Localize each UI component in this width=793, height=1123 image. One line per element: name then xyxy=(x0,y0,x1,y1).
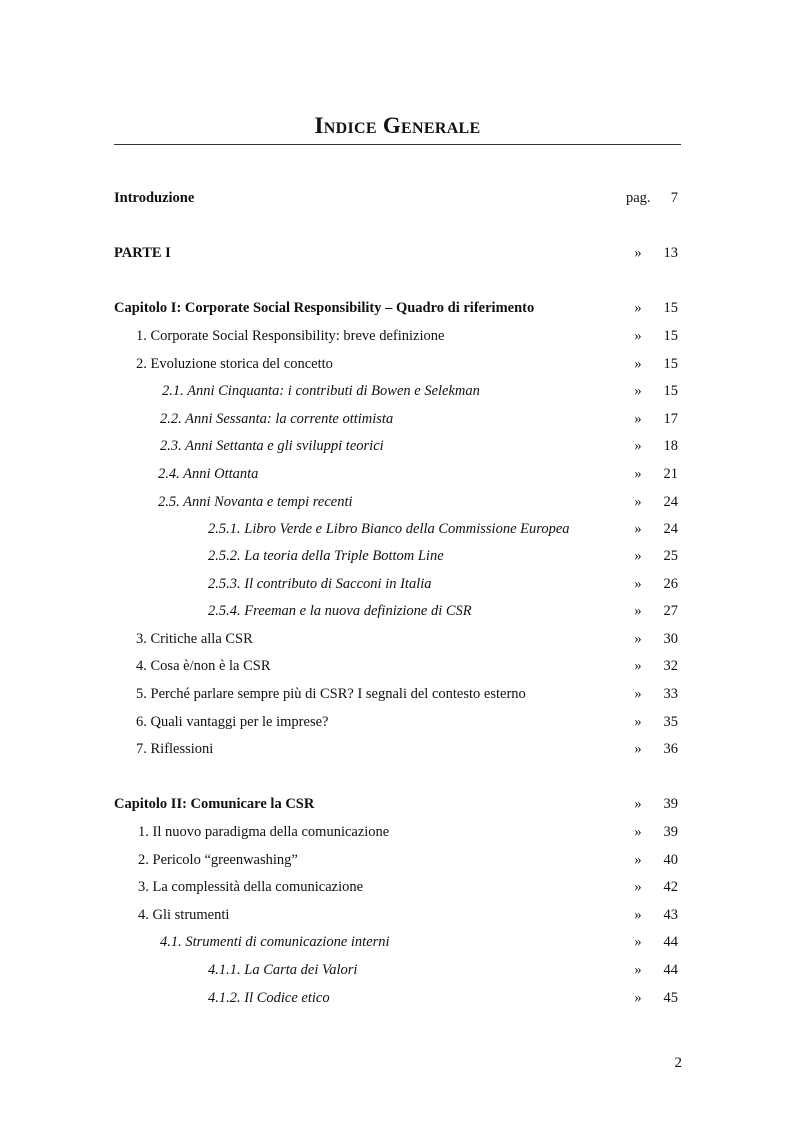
toc-entry[interactable] xyxy=(0,380,793,402)
toc-entry[interactable] xyxy=(0,849,793,871)
toc-entry-marker: » xyxy=(634,686,642,702)
toc-entry[interactable] xyxy=(0,518,793,540)
toc-entry-page: 21 xyxy=(663,466,678,482)
toc-entry-title: 4.1.1. La Carta dei Valori xyxy=(208,962,358,978)
toc-entry[interactable] xyxy=(0,242,793,264)
toc-entry-title: 3. Critiche alla CSR xyxy=(136,631,253,647)
toc-entry-page: 24 xyxy=(663,494,678,510)
toc-entry-page: 39 xyxy=(663,796,678,812)
toc-entry-title: 3. La complessità della comunicazione xyxy=(138,879,364,895)
toc-entry-page: 39 xyxy=(663,824,678,840)
toc-entry-title: Capitolo I: Corporate Social Responsibility – Quadro di riferimento xyxy=(114,300,535,316)
toc-entry[interactable] xyxy=(0,573,793,595)
title-underline xyxy=(114,144,681,145)
toc-entry[interactable] xyxy=(0,683,793,705)
toc-entry-title: 5. Perché parlare sempre più di CSR? I segnali del contesto esterno xyxy=(136,686,526,702)
toc-entry-page: 44 xyxy=(663,934,678,950)
toc-entry-title: 2.1. Anni Cinquanta: i contributi di Bowen e Selekman xyxy=(162,383,480,399)
toc-entry-page: 24 xyxy=(663,521,678,537)
toc-entry-marker: » xyxy=(634,714,642,730)
toc-entry[interactable] xyxy=(0,408,793,430)
toc-entry-page: 18 xyxy=(663,438,678,454)
toc-entry-marker: » xyxy=(634,521,642,537)
toc-entry[interactable] xyxy=(0,600,793,622)
toc-entry-marker: » xyxy=(634,741,642,757)
toc-entry-marker: » xyxy=(634,576,642,592)
toc-entry[interactable] xyxy=(0,931,793,953)
toc-entry-marker: » xyxy=(634,852,642,868)
toc-entry[interactable] xyxy=(0,793,793,815)
toc-entry-page: 33 xyxy=(663,686,678,702)
toc-entry-title: 2.2. Anni Sessanta: la corrente ottimista xyxy=(160,411,394,427)
page-number: 2 xyxy=(674,1055,682,1071)
toc-entry-marker: » xyxy=(634,824,642,840)
toc-entry-title: 4.1. Strumenti di comunicazione interni xyxy=(160,934,390,950)
toc-entry-page: 27 xyxy=(663,603,678,619)
toc-entry-page: 43 xyxy=(663,907,678,923)
toc-entry-page: 17 xyxy=(663,411,678,427)
toc-entry-title: 2.5.3. Il contributo di Sacconi in Italia xyxy=(208,576,432,592)
toc-entry-marker: » xyxy=(634,934,642,950)
toc-entry-marker: » xyxy=(634,466,642,482)
toc-entry-page: 7 xyxy=(670,190,678,206)
index-title: Indice Generale xyxy=(314,113,481,138)
toc-entry-marker: pag. xyxy=(626,190,651,206)
toc-entry-marker: » xyxy=(634,383,642,399)
toc-entry[interactable] xyxy=(0,353,793,375)
toc-entry-title: 6. Quali vantaggi per le imprese? xyxy=(136,714,329,730)
toc-entry-title: 2.5.1. Libro Verde e Libro Bianco della Commissione Europea xyxy=(208,521,570,537)
toc-entry[interactable] xyxy=(0,491,793,513)
toc-entry-marker: » xyxy=(634,907,642,923)
toc-entry[interactable] xyxy=(0,959,793,981)
toc-entry[interactable] xyxy=(0,297,793,319)
toc-entry-marker: » xyxy=(634,494,642,510)
toc-entry-page: 15 xyxy=(663,328,678,344)
toc-entry-marker: » xyxy=(634,328,642,344)
toc-entry-title: 4.1.2. Il Codice etico xyxy=(208,990,330,1006)
toc-entry-title: PARTE I xyxy=(114,245,171,261)
toc-entry[interactable] xyxy=(0,711,793,733)
toc-entry[interactable] xyxy=(0,187,793,209)
toc-entry-marker: » xyxy=(634,300,642,316)
toc-entry-title: 7. Riflessioni xyxy=(136,741,214,757)
toc-entry-page: 15 xyxy=(663,383,678,399)
toc-entry-title: 2. Evoluzione storica del concetto xyxy=(136,356,333,372)
toc-entry-page: 15 xyxy=(663,300,678,316)
toc-entry[interactable] xyxy=(0,738,793,760)
toc-entry-marker: » xyxy=(634,796,642,812)
toc-entry-page: 44 xyxy=(663,962,678,978)
toc-entry-title: 1. Corporate Social Responsibility: breve definizione xyxy=(136,328,445,344)
toc-entry-marker: » xyxy=(634,356,642,372)
toc-entry-marker: » xyxy=(634,962,642,978)
toc-entry[interactable] xyxy=(0,876,793,898)
toc-entry-page: 30 xyxy=(663,631,678,647)
toc-entry-marker: » xyxy=(634,631,642,647)
toc-entry-title: 4. Cosa è/non è la CSR xyxy=(136,658,271,674)
toc-entry[interactable] xyxy=(0,655,793,677)
toc-entry-marker: » xyxy=(634,990,642,1006)
toc-entry-marker: » xyxy=(634,603,642,619)
toc-entry-title: Capitolo II: Comunicare la CSR xyxy=(114,796,315,812)
toc-entry-marker: » xyxy=(634,548,642,564)
toc-entry-page: 25 xyxy=(663,548,678,564)
toc-entry-page: 40 xyxy=(663,852,678,868)
toc-entry[interactable] xyxy=(0,463,793,485)
toc-entry-marker: » xyxy=(634,879,642,895)
toc-entry[interactable] xyxy=(0,545,793,567)
toc-entry-page: 13 xyxy=(663,245,678,261)
toc-entry-page: 42 xyxy=(663,879,678,895)
toc-entry-page: 36 xyxy=(663,741,678,757)
toc-entry-title: 2.5.4. Freeman e la nuova definizione di CSR xyxy=(208,603,472,619)
toc-entry[interactable] xyxy=(0,628,793,650)
toc-entry-title: 4. Gli strumenti xyxy=(138,907,230,923)
toc-entry-marker: » xyxy=(634,658,642,674)
toc-entry[interactable] xyxy=(0,821,793,843)
toc-entry-title: Introduzione xyxy=(114,190,195,206)
toc-entry-title: 1. Il nuovo paradigma della comunicazione xyxy=(138,824,390,840)
toc-entry-marker: » xyxy=(634,411,642,427)
toc-entry-page: 45 xyxy=(663,990,678,1006)
toc-entry-marker: » xyxy=(634,245,642,261)
toc-entry-page: 35 xyxy=(663,714,678,730)
toc-entry-title: 2.5.2. La teoria della Triple Bottom Line xyxy=(208,548,444,564)
toc-entry-title: 2. Pericolo “greenwashing” xyxy=(138,852,298,868)
toc-entry[interactable] xyxy=(0,904,793,926)
toc-entry-title: 2.5. Anni Novanta e tempi recenti xyxy=(158,494,353,510)
toc-entry-page: 15 xyxy=(663,356,678,372)
toc-entry-title: 2.4. Anni Ottanta xyxy=(158,466,259,482)
toc-entry[interactable] xyxy=(0,435,793,457)
toc-entry[interactable] xyxy=(0,325,793,347)
toc-entry-title: 2.3. Anni Settanta e gli sviluppi teorici xyxy=(160,438,384,454)
toc-entry-marker: » xyxy=(634,438,642,454)
toc-entry-page: 26 xyxy=(663,576,678,592)
toc-entry-page: 32 xyxy=(663,658,678,674)
toc-entry[interactable] xyxy=(0,987,793,1009)
